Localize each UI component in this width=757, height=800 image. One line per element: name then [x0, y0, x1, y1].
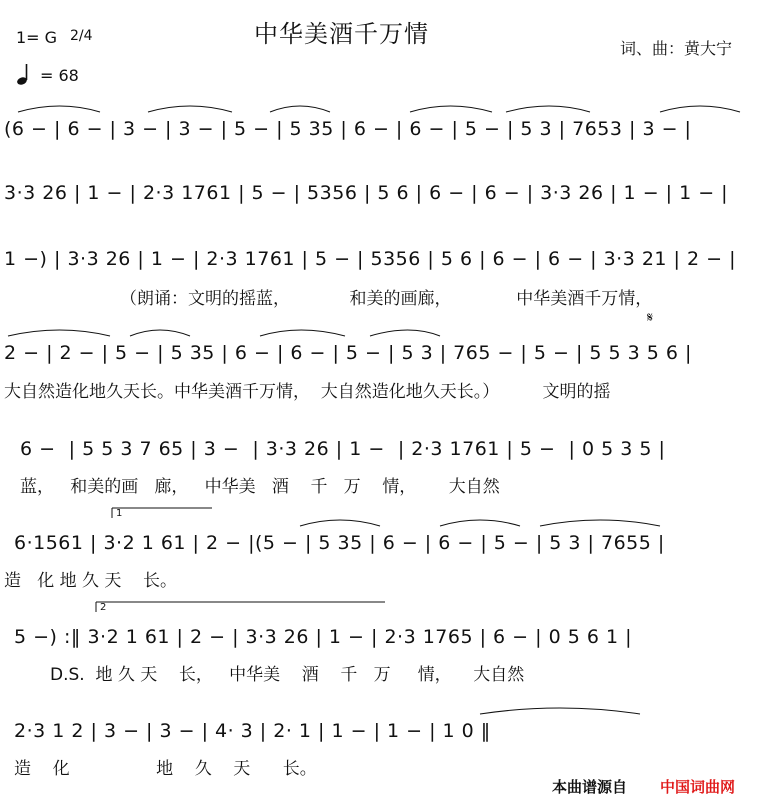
slur-row-1c: [270, 106, 330, 112]
time-signature: 2/4: [70, 28, 93, 44]
site-name: 中国词曲网: [660, 778, 736, 796]
slur-row-4: [8, 330, 110, 336]
score-row-7: 5 −) :‖ 3·2 1 61 | 2 − | 3·3 26 | 1 − | 2·3 1765 | 6 − | 0 5 6 1 |: [14, 626, 632, 648]
score-row-4: 2 − | 2 − | 5 − | 5 35 | 6 − | 6 − | 5 − | 5 3 | 765 − | 5 − | 5 5 3 5 6 |: [4, 342, 692, 364]
slur-row-4d: [370, 330, 440, 336]
lyric-row-7: D.S. 地 久 天 长， 中华美 酒 千 万 情， 大自然: [50, 665, 525, 684]
segno-mark: 𝄋: [647, 310, 654, 326]
lyric-row-5: 蓝， 和美的画 廊， 中华美 酒 千 万 情， 大自然: [20, 477, 500, 496]
score-row-6: 6·1561 | 3·2 1 61 | 2 − |(5 − | 5 35 | 6 − | 6 − | 5 − | 5 3 | 7655 |: [14, 532, 665, 554]
score-row-1: (6 − | 6 − | 3 − | 3 − | 5 − | 5 35 | 6 − | 6 − | 5 − | 5 3 | 7653 | 3 − |: [4, 118, 692, 140]
song-credits: 词、曲：黄大宁: [620, 39, 733, 58]
lyric-row-3: （朗诵：文明的摇蓝， 和美的画廊， 中华美酒千万情，: [120, 289, 653, 308]
slur-row-1b: [148, 106, 232, 112]
slur-row-6: [300, 520, 380, 526]
lyric-row-4: 大自然造化地久天长。中华美酒千万情， 大自然造化地久天长。） 文明的摇: [4, 382, 611, 401]
slur-row-1: [18, 106, 100, 112]
score-row-5: 6 − | 5 5 3 7 65 | 3 − | 3·3 26 | 1 − | 2·3 1761 | 5 − | 0 5 3 5 |: [20, 438, 666, 460]
slur-row-6b: [440, 520, 520, 526]
lyric-row-6: 造 化 地 久 天 长。: [4, 571, 178, 590]
lyric-row-8: 造 化 地 久 天 长。: [14, 759, 317, 778]
slur-row-8: [480, 708, 640, 714]
volta-2-label: 2: [100, 602, 107, 613]
slur-row-6c: [540, 520, 660, 526]
source-label: 本曲谱源自: [552, 778, 628, 796]
quarter-note-icon: [16, 62, 32, 86]
slur-row-1e: [506, 106, 590, 112]
score-row-3: 1 −) | 3·3 26 | 1 − | 2·3 1761 | 5 − | 5356 | 5 6 | 6 − | 6 − | 3·3 21 | 2 − |: [4, 248, 736, 270]
slur-row-1f: [660, 106, 740, 112]
volta-1-label: 1: [116, 508, 123, 519]
score-row-2: 3·3 26 | 1 − | 2·3 1761 | 5 − | 5356 | 5 6 | 6 − | 6 − | 3·3 26 | 1 − | 1 − |: [4, 182, 729, 204]
tempo-marking: = 68: [16, 66, 79, 85]
song-title: 中华美酒千万情: [254, 20, 429, 48]
score-row-8: 2·3 1 2 | 3 − | 3 − | 4· 3 | 2· 1 | 1 − | 1 − | 1 0 ‖: [14, 720, 491, 742]
key-signature: 1= G: [16, 28, 58, 47]
slur-row-4c: [260, 330, 345, 336]
slur-row-1d: [410, 106, 492, 112]
slur-row-4b: [130, 330, 190, 336]
